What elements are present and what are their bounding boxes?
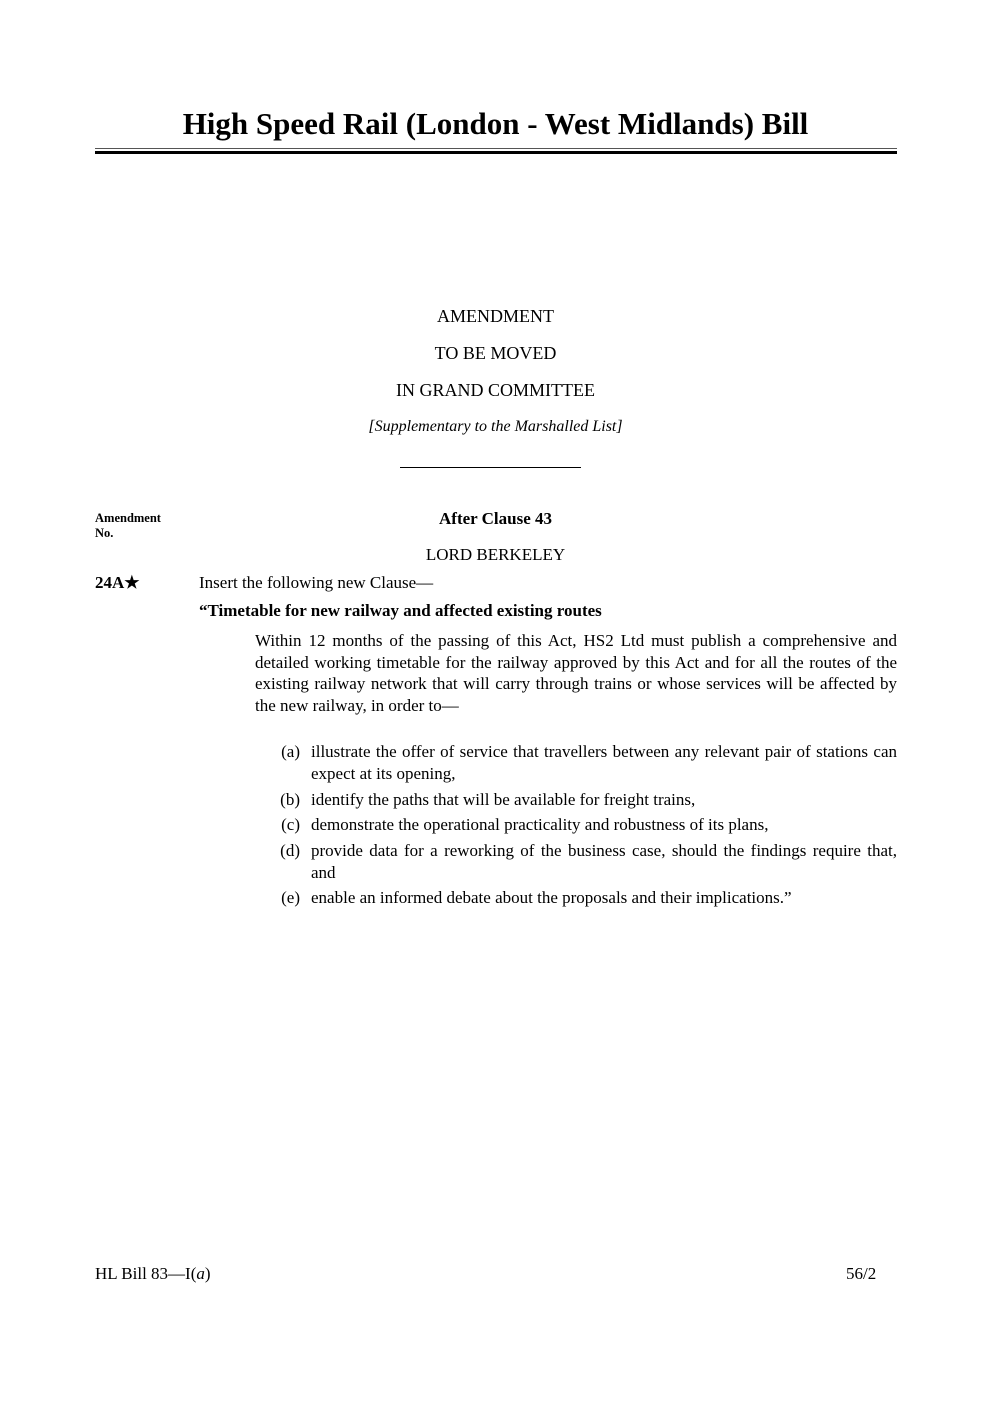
preamble-to-be-moved: TO BE MOVED [434,343,557,363]
item-label: (e) [281,888,300,907]
item-text: provide data for a reworking of the business case, should the findings require that, and [311,841,897,882]
separator-rule [400,467,581,468]
item-text: identify the paths that will be available for freight trains, [311,790,696,809]
page-number: 56/2 [846,1264,877,1283]
title-rule-thin [95,148,897,149]
clause-body: Within 12 months of the passing of this Act, HS2 Ltd must publish a comprehensive and detailed working timetable for the railway approved by this Act and for all the routes of the existing railway network that will carry through trains or whose services will be affected by the new railway, in order to— [255,631,897,716]
bill-ref-italic: a [196,1264,205,1283]
clause-position: After Clause 43 [439,509,552,528]
list-item [255,814,897,836]
item-label: (d) [280,841,300,860]
list-item [255,887,897,909]
amendment-instruction: Insert the following new Clause— [199,573,434,592]
preamble-grand-committee: IN GRAND COMMITTEE [396,380,595,400]
bill-reference [95,1264,211,1284]
item-label: (a) [281,742,300,761]
mover-name: LORD BERKELEY [425,545,566,564]
list-item [255,741,897,784]
amendment-label-line1: Amendment [95,511,161,525]
item-text: enable an informed debate about the proposals and their implications.” [311,888,792,907]
preamble-note: [Supplementary to the Marshalled List] [368,418,623,435]
item-text: demonstrate the operational practicality and robustness of its plans, [311,815,769,834]
document-title: High Speed Rail (London - West Midlands) Bill [182,106,809,141]
bill-ref-prefix: HL Bill 83—I( [95,1264,197,1283]
item-label: (b) [280,790,300,809]
list-item [255,840,897,883]
item-label: (c) [281,815,300,834]
item-text: illustrate the offer of service that travellers between any relevant pair of stations can expect at its opening, [311,742,897,783]
amendment-number: 24A★ [95,573,140,592]
amendment-label-line2: No. [95,526,114,540]
bill-ref-suffix: ) [204,1264,211,1283]
list-item [255,789,897,811]
clause-heading: “Timetable for new railway and affected existing routes [199,601,602,620]
title-rule-thick [95,151,897,154]
preamble-amendment: AMENDMENT [437,306,554,326]
